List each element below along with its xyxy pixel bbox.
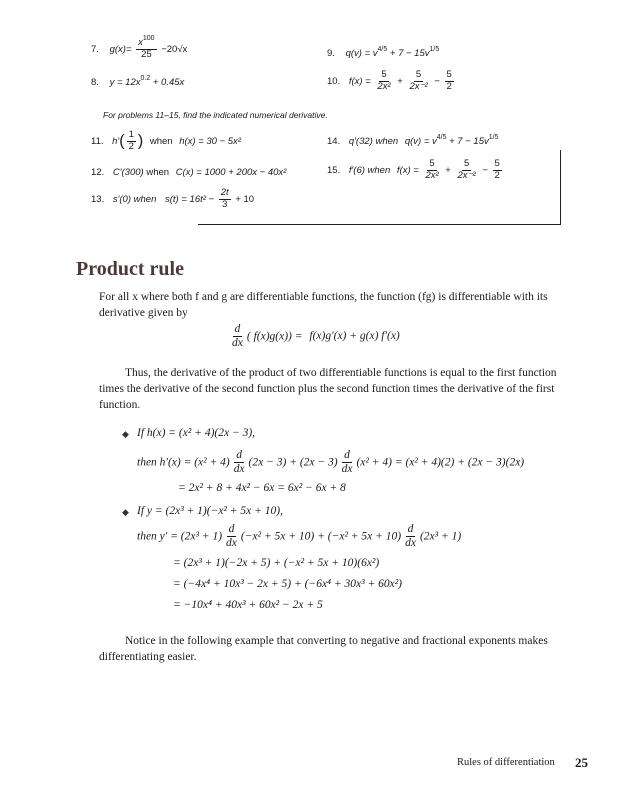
problem-9: 9. $q(v) = v^{4/5} + 7 - 15v^{1/5}$	[327, 46, 440, 59]
example-2-step-1: = (2x³ + 1)(−2x + 5) + (−x² + 5x + 10)(6x²)	[173, 557, 380, 569]
instruction-text: For problems 11–15, find the indicated numerical derivative.	[103, 110, 328, 120]
notice-paragraph: Notice in the following example that converting to negative and fractional exponents makes differentiating easier.	[99, 635, 548, 663]
bullet-icon: ◆	[122, 429, 129, 439]
problem-number: 7.	[91, 43, 99, 55]
bullet-icon: ◆	[122, 507, 129, 517]
problem-11: 11. h′( $\frac{1}{2}$ ) when h(x) = 30 − 5x²	[91, 129, 241, 152]
problem-7: 7. g(x)= $\frac{x^{100}}{25}$ −20√x	[91, 35, 188, 60]
example-2-step-2: = (−4x⁴ + 10x³ − 2x + 5) + (−6x⁴ + 30x³ + 60x²)	[173, 578, 403, 590]
page-number: 25	[575, 755, 588, 770]
problem-14: 14. q′(32) when $q(v) = v^{4/5} + 7 - 15v^{1/5}$	[327, 134, 499, 147]
box-bottom-border	[198, 224, 561, 225]
intro-paragraph: For all x where both f and g are differentiable functions, the function (fg) is differentiable with its derivative given by	[99, 291, 548, 319]
example-2-then: then y′ = (2x³ + 1) $\frac{d}{dx}$ (−x² + 5x + 10) + (−x² + 5x + 10) $\frac{d}{dx}$ (2x³ + 1)	[137, 523, 462, 550]
product-rule-formula: $\frac{d}{dx}$ ( f(x)g(x)) = f(x)g′(x) + g(x) f′(x)	[232, 323, 400, 350]
problem-15: 15. f′(6) when f(x) = $\frac{5}{\text{2x²}}$ + $\frac{5}{\text{2x⁻²}}$ − $\frac{5}{2}$	[327, 158, 500, 181]
footer-chapter-label: Rules of differentiation	[457, 757, 555, 768]
example-1-if: If h(x) = (x² + 4)(2x − 3),	[137, 427, 256, 439]
problem-12: 12. C′(300) when C(x) = 1000 + 200x − 40x²	[91, 167, 287, 178]
section-title: Product rule	[76, 258, 184, 280]
function-lhs: g(x)=	[109, 43, 132, 55]
problem-8: 8. $y = 12x^{0.2} + 0.45x$	[91, 75, 185, 88]
example-1-then: then h′(x) = (x² + 4) $\frac{d}{dx}$ (2x − 3) + (2x − 3) $\frac{d}{dx}$ (x² + 4) = (x² + 4)(2) + (2x − 3)(2x)	[137, 449, 525, 476]
box-right-border	[560, 150, 561, 225]
problem-10: 10. f(x) = $\frac{5}{\text{2x²}}$ + $\frac{5}{\text{2x⁻²}}$ − $\frac{5}{2}$	[327, 69, 452, 92]
example-1-result: = 2x² + 8 + 4x² − 6x = 6x² − 6x + 8	[178, 482, 346, 494]
example-2-if: If y = (2x³ + 1)(−x² + 5x + 10),	[137, 505, 283, 517]
problem-13: 13. s′(0) when s(t) = 16t² − $\frac{2t}{3}$ + 10	[91, 187, 255, 210]
explanation-paragraph: Thus, the derivative of the product of two differentiable functions is equal to the first function times the derivative of the second function plus the second function times the derivative of the first function.	[99, 367, 557, 411]
example-2-result: = −10x⁴ + 40x³ + 60x² − 2x + 5	[173, 599, 323, 611]
